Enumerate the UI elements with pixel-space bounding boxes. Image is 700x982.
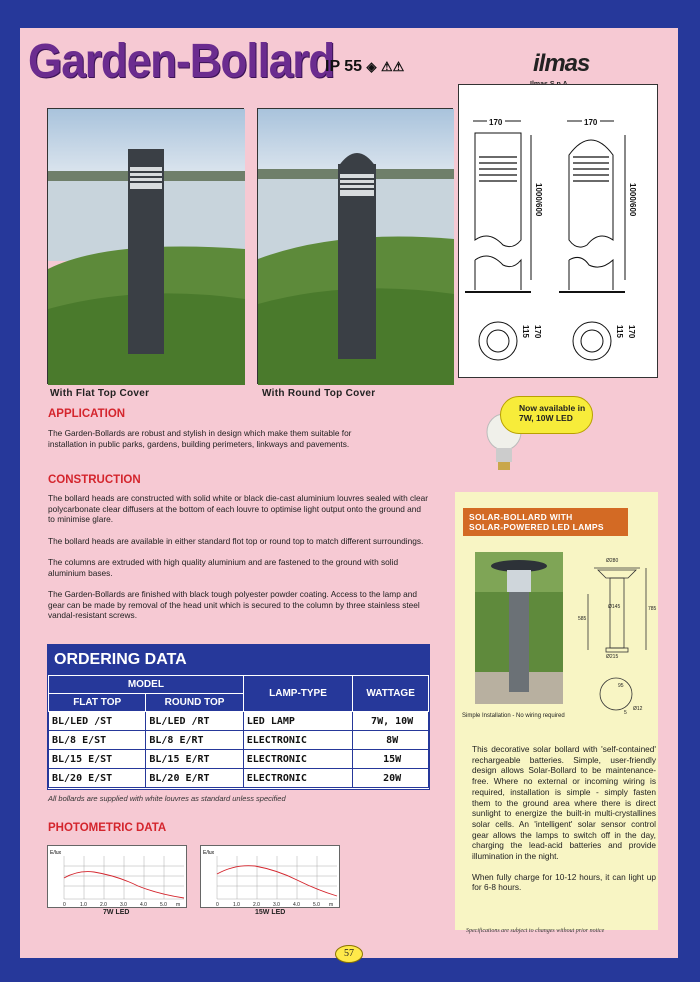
chart-7w-label: 7W LED — [103, 909, 130, 916]
flat-top-photo — [47, 108, 244, 384]
brand-logo: ilmas — [533, 50, 590, 77]
round-top-photo-image — [258, 109, 454, 385]
x-tick: 1.0 — [233, 902, 240, 908]
x-tick: 0 — [216, 902, 219, 908]
watt-cell: 7W, 10W — [353, 712, 429, 731]
round-top-caption: With Round Top Cover — [262, 388, 376, 399]
solar-title — [463, 508, 628, 536]
round-cell: BL/15 E/RT — [146, 750, 243, 769]
table-row — [49, 712, 429, 731]
x-tick: 5.0 — [313, 902, 320, 908]
solar-dim-small: 95 — [618, 683, 624, 689]
flat-cell: BL/20 E/ST — [49, 769, 146, 788]
ordering-data-title: ORDERING DATA — [48, 645, 429, 675]
warning-icon: ⚠⚠ — [380, 59, 405, 74]
solar-description — [472, 744, 656, 893]
technical-drawing-svg — [459, 85, 659, 379]
construction-text — [48, 493, 428, 621]
flat-top-header: FLAT TOP — [49, 694, 146, 712]
round-cell: BL/20 E/RT — [146, 769, 243, 788]
x-tick: 5.0 — [160, 902, 167, 908]
flat-top-caption: With Flat Top Cover — [50, 388, 150, 399]
x-tick: 3.0 — [120, 902, 127, 908]
base-label-1: 115 — [521, 325, 530, 338]
x-tick: 4.0 — [293, 902, 300, 908]
led-promo-line1: Now available in — [519, 403, 586, 413]
spec-note: Specifications are subject to changes without prior notice — [466, 928, 605, 934]
chart-7w-svg — [48, 846, 188, 909]
solar-title-line1: SOLAR-BOLLARD WITH — [469, 512, 573, 522]
solar-dimension-svg — [578, 554, 657, 716]
height-label-2: 1000/600 — [628, 183, 637, 217]
lamp-cell: ELECTRONIC — [243, 731, 353, 750]
solar-dim-small3: 5 — [624, 710, 627, 716]
base-label-2: 115 — [615, 325, 624, 338]
construction-p2: The bollard heads are available in either standard flot top or round top to match different surroundings. — [48, 535, 424, 546]
solar-text-2: When fully charge for 10-12 hours, it can light up for 6-8 hours. — [472, 871, 656, 893]
ip-rating — [325, 58, 404, 76]
x-tick: 4.0 — [140, 902, 147, 908]
solar-dim-top: Ø280 — [606, 558, 619, 564]
round-top-photo — [257, 108, 453, 384]
construction-heading: CONSTRUCTION — [48, 474, 141, 486]
page-number: 57 — [335, 945, 363, 963]
x-tick: m — [329, 902, 334, 908]
lamp-cell: ELECTRONIC — [243, 769, 353, 788]
solar-dim-mid: Ø145 — [608, 604, 621, 610]
solar-bollard-photo — [475, 552, 563, 704]
solar-dim-base: Ø215 — [606, 654, 619, 660]
ordering-note: All bollards are supplied with white louvres as standard unless specified — [48, 794, 286, 803]
led-promo-line2: 7W, 10W LED — [519, 413, 573, 423]
wattage-header: WATTAGE — [353, 676, 429, 712]
x-tick: 2.0 — [253, 902, 260, 908]
led-availability-badge — [500, 396, 593, 434]
table-row — [49, 769, 429, 788]
ip-rating-text: IP 55 — [325, 58, 363, 75]
application-heading: APPLICATION — [48, 408, 126, 420]
construction-p3: The columns are extruded with high quality aluminium and are fastened to the ground with solid aluminium bases. — [48, 557, 399, 578]
table-row — [49, 750, 429, 769]
solar-photo-image — [475, 552, 563, 704]
x-tick: 1.0 — [80, 902, 87, 908]
construction-p4: The Garden-Bollards are finished with black tough polyester powder coating. Access to the lamp and gear can be made by removal of the head unit which is secured to the column by three stainless steel vandal-resistant screws. — [48, 589, 420, 620]
x-tick: 3.0 — [273, 902, 280, 908]
page-title: Garden-Bollard — [28, 34, 335, 88]
flat-cell: BL/15 E/ST — [49, 750, 146, 769]
table-row — [49, 731, 429, 750]
ordering-table — [48, 675, 429, 788]
solar-dim-small2: Ø12 — [633, 706, 643, 712]
model-header: MODEL — [49, 676, 244, 694]
chart-7w-ylabel: E/lux — [50, 850, 62, 856]
round-top-header: ROUND TOP — [146, 694, 243, 712]
solar-caption: Simple Installation - No wiring required — [462, 713, 565, 719]
flat-cell: BL/LED /ST — [49, 712, 146, 731]
diamond-icon: ◈ — [366, 59, 377, 74]
solar-title-line2: SOLAR-POWERED LED LAMPS — [469, 522, 604, 532]
ordering-data-table — [47, 644, 430, 790]
base-label-1b: 170 — [533, 325, 542, 339]
x-tick: 0 — [63, 902, 66, 908]
application-text: The Garden-Bollards are robust and stylish in design which make them suitable for installation in public parks, gardens, building perimeters, linkways and pavements. — [48, 428, 352, 449]
lamp-cell: LED LAMP — [243, 712, 353, 731]
watt-cell: 8W — [353, 731, 429, 750]
chart-15w-ylabel: E/lux — [203, 850, 215, 856]
round-cell: BL/8 E/RT — [146, 731, 243, 750]
flat-cell: BL/8 E/ST — [49, 731, 146, 750]
solar-dim-h1: 785 — [648, 606, 657, 612]
flat-top-photo-image — [48, 109, 245, 385]
x-tick: 2.0 — [100, 902, 107, 908]
height-label-1: 1000/600 — [534, 183, 543, 217]
chart-15w-label: 15W LED — [255, 909, 286, 916]
width-label-1: 170 — [489, 118, 503, 127]
technical-drawing — [458, 84, 658, 378]
x-tick: m — [176, 902, 181, 908]
solar-dim-h2: 585 — [578, 616, 587, 622]
lamp-cell: ELECTRONIC — [243, 750, 353, 769]
base-label-2b: 170 — [627, 325, 636, 339]
solar-dimension-drawing — [578, 554, 657, 716]
construction-p1: The bollard heads are constructed with solid white or black die-cast aluminium louvres sealed with clear polycarbonate clear diffusers at the bottom of each louvre to optimise light output onto the ground and to minimise glare. — [48, 493, 428, 524]
width-label-2: 170 — [584, 118, 598, 127]
round-cell: BL/LED /RT — [146, 712, 243, 731]
watt-cell: 15W — [353, 750, 429, 769]
photometric-chart-7w — [47, 845, 187, 908]
solar-text-1: This decorative solar bollard with 'self-contained' rechargeable batteries. Simple, user-friendly design allows Solar-Bollard to be maintenance-free. Where no external or incoming wiring is required, installation is simple - simply fasten them to the ground area where there is direct sunlight to energize the built-in multi-crystallines solar cells. An 'intelligent' solar sensor control gear allows the lamps to switch off in the day, charging the lead-acid batteries and provide illumination in the night. — [472, 744, 656, 862]
chart-15w-svg — [201, 846, 341, 909]
lamp-type-header: LAMP-TYPE — [243, 676, 353, 712]
photometric-heading: PHOTOMETRIC DATA — [48, 822, 167, 834]
photometric-chart-15w — [200, 845, 340, 908]
watt-cell: 20W — [353, 769, 429, 788]
